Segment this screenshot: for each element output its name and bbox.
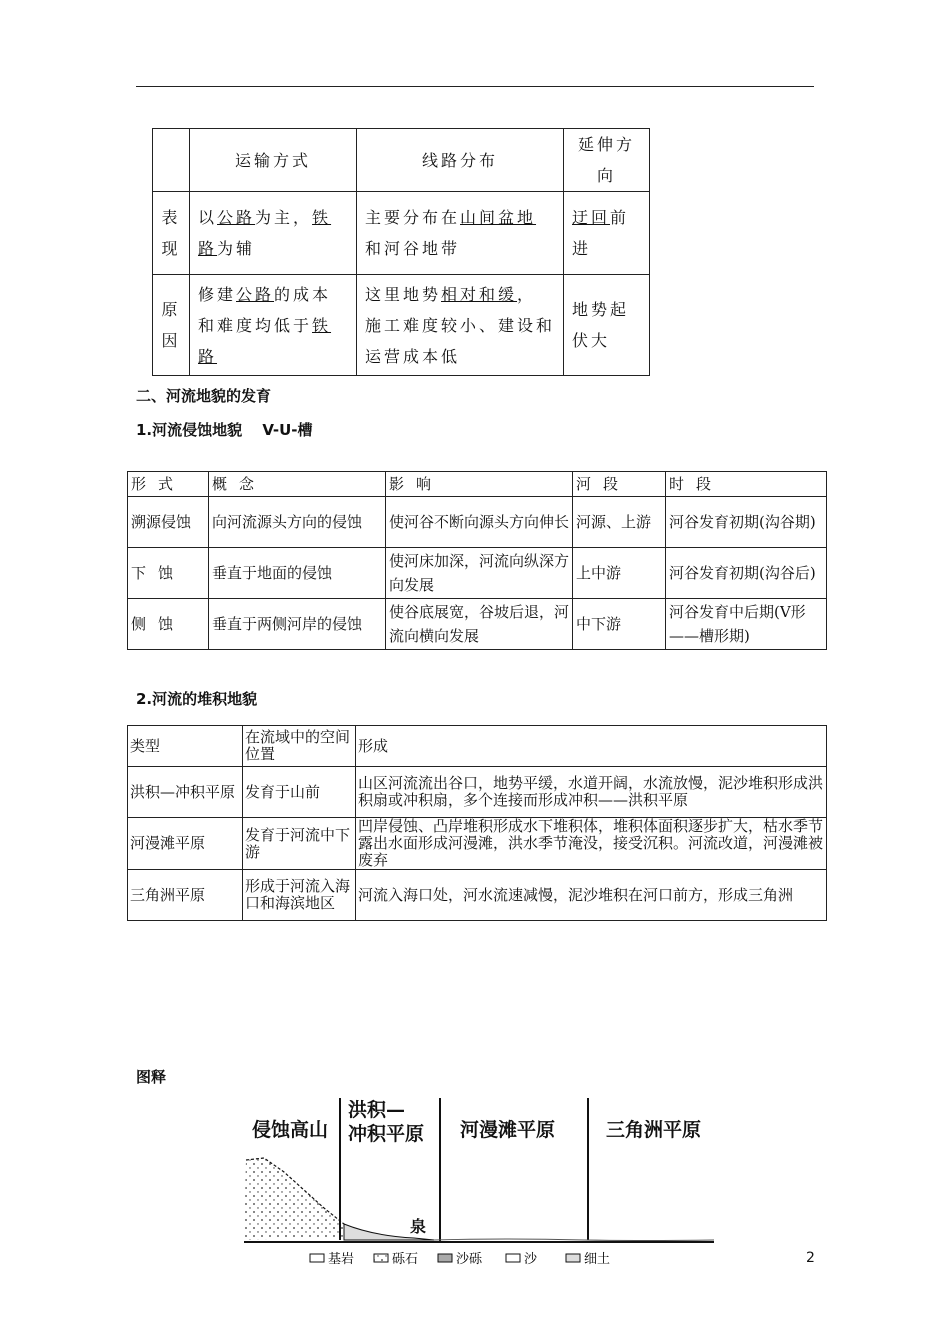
table-cell: 河流入海口处，河水流速减慢，泥沙堆积在河口前方，形成三角洲 [356,870,827,921]
figure-caption: 图释 [136,1068,167,1086]
table-row [128,818,827,870]
table-cell: 形成于河流入海口和海滨地区 [243,870,356,921]
legend-item: 沙 [524,1252,538,1267]
legend-swatch [566,1254,580,1262]
table-cell: 侧蚀 [128,599,209,650]
spring-label: 泉 [410,1217,427,1236]
sediment-line [434,1239,714,1241]
table-header-cell: 在流域中的空间位置 [243,726,356,767]
table-row [128,599,827,650]
subsection-title: 2.河流的堆积地貌 [136,690,258,708]
deposition-table [127,725,827,921]
table-cell: 凹岸侵蚀、凸岸堆积形成水下堆积体，堆积体面积逐步扩大，枯水季节露出水面形成河漫滩，洪水季节淹没，接受沉积。河流改道，河漫滩被废弃 [356,818,827,870]
zone-label: 洪积— [348,1099,406,1121]
zone-label: 三角洲平原 [606,1119,702,1141]
table-header-cell: 类型 [128,726,243,767]
table-row [128,870,827,921]
legend [310,1251,610,1267]
table-cell: 发育于山前 [243,767,356,818]
table-cell: 中下游 [573,599,666,650]
table-cell: 垂直于地面的侵蚀 [209,548,386,599]
table-row [128,548,827,599]
table-header-cell: 形式 [128,472,209,497]
table-cell: 河源、上游 [573,497,666,548]
table-cell: 地势起伏大 [564,275,650,376]
legend-item: 砾石 [392,1252,419,1267]
table-cell: 这里地势相对和缓，施工难度较小、建设和运营成本低 [357,275,564,376]
table-cell: 使河谷不断向源头方向伸长 [386,497,573,548]
erosion-table [127,471,827,650]
table-row [128,497,827,548]
zone-label: 河漫滩平原 [460,1119,556,1141]
table-cell: 修建公路的成本和难度均低于铁路 [190,275,357,376]
legend-item: 基岩 [328,1252,355,1267]
table-cell: 河谷发育中后期(V形——槽形期) [666,599,827,650]
zone-label: 冲积平原 [348,1123,425,1145]
table-cell: 以公路为主，铁路为辅 [190,192,357,275]
table-cell: 主要分布在山间盆地和河谷地带 [357,192,564,275]
zone-label: 侵蚀高山 [252,1119,329,1141]
table-cell: 洪积—冲积平原 [128,767,243,818]
table-header-cell: 河段 [573,472,666,497]
table-cell: 上中游 [573,548,666,599]
table-cell: 使河床加深，河流向纵深方向发展 [386,548,573,599]
table-header-cell: 延伸方向 [564,129,650,192]
table-header-cell: 线路分布 [357,129,564,192]
page-number: 2 [806,1250,815,1266]
table-cell: 垂直于两侧河岸的侵蚀 [209,599,386,650]
transport-table [152,128,650,376]
legend-item: 沙砾 [456,1252,483,1267]
table-row [128,767,827,818]
header-rule [136,86,814,87]
legend-swatch [506,1254,520,1262]
section-title: 二、河流地貌的发育 [136,387,272,405]
table-cell: 山区河流流出谷口，地势平缓，水道开阔，水流放慢，泥沙堆积形成洪积扇或冲积扇，多个连接而形成冲积——洪积平原 [356,767,827,818]
table-row [153,192,650,275]
table-cell: 下蚀 [128,548,209,599]
table-cell: 使谷底展宽，谷坡后退，河流向横向发展 [386,599,573,650]
legend-swatch [374,1254,388,1262]
row-label: 原因 [153,275,190,376]
table-cell: 发育于河流中下游 [243,818,356,870]
legend-item: 细土 [584,1252,611,1267]
row-label: 表现 [153,192,190,275]
table-cell: 河漫滩平原 [128,818,243,870]
table-row [153,275,650,376]
table-cell: 向河流源头方向的侵蚀 [209,497,386,548]
table-cell: 溯源侵蚀 [128,497,209,548]
river-landform-diagram [244,1090,714,1270]
table-header-cell: 影响 [386,472,573,497]
subsection-title: 1.河流侵蚀地貌 V-U-槽 [136,421,313,439]
table-cell: 河谷发育初期(沟谷期) [666,497,827,548]
legend-swatch [438,1254,452,1262]
table-cell: 三角洲平原 [128,870,243,921]
table-header-cell: 概念 [209,472,386,497]
table-header-cell: 运输方式 [190,129,357,192]
table-header-cell: 形成 [356,726,827,767]
legend-swatch [310,1254,324,1262]
table-header-cell: 时段 [666,472,827,497]
table-header-cell [153,129,190,192]
table-cell: 迂回前进 [564,192,650,275]
table-cell: 河谷发育初期(沟谷后) [666,548,827,599]
